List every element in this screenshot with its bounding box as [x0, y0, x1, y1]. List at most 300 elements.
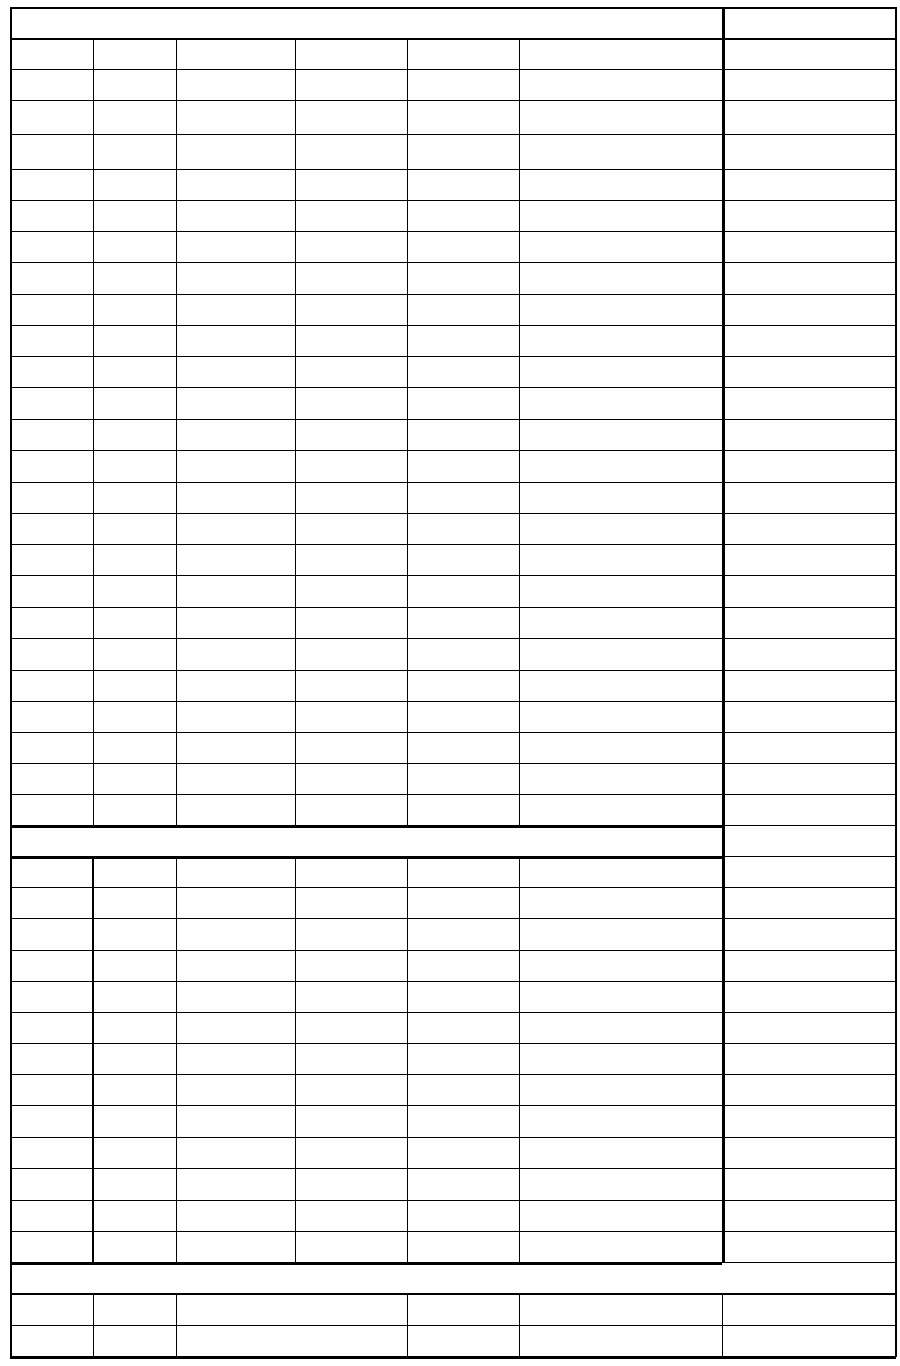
- cell-kilaje: [295, 419, 407, 450]
- cell-bulto: [519, 1043, 722, 1074]
- grid-v: [519, 1293, 520, 1357]
- cell-kilaje: [295, 513, 407, 544]
- cell-kl-vivo: [722, 1231, 895, 1262]
- cell-corr: [10, 356, 93, 387]
- cell-corr: [10, 638, 93, 670]
- cell-cat: [176, 294, 295, 325]
- grid-h: [10, 950, 896, 951]
- grid-h: [10, 1012, 896, 1013]
- cell-cant: [93, 670, 176, 701]
- cell-plazo: [407, 1012, 519, 1043]
- cell-plazo: [407, 544, 519, 575]
- grid-h: [10, 1168, 896, 1169]
- cell-kl-vivo: [722, 100, 895, 134]
- cell-corr: [10, 100, 93, 134]
- cell-bulto: [519, 1325, 722, 1356]
- grid-h: [722, 825, 896, 826]
- grid-h: [10, 69, 896, 70]
- cell-plazo: [407, 1074, 519, 1105]
- grid-h: [10, 575, 896, 576]
- cell-bulto: [519, 607, 722, 638]
- cell-kilaje: [295, 856, 407, 887]
- cell-cant: [93, 69, 176, 100]
- cell-bulto: [519, 887, 722, 918]
- grid-h: [10, 701, 896, 702]
- grid-h: [10, 1137, 896, 1138]
- cell-kl-vivo: [722, 1200, 895, 1231]
- cell-cat: [176, 607, 295, 638]
- cell-kl-vivo: [722, 794, 895, 825]
- cell-corr: [10, 134, 93, 169]
- cell-kilaje: [295, 262, 407, 294]
- grid-v: [93, 38, 94, 825]
- cell-bulto: [519, 134, 722, 169]
- cell-kilaje: [295, 670, 407, 701]
- cell-cant: [93, 732, 176, 763]
- grid-h: [10, 1074, 896, 1075]
- cell-cat: [176, 1012, 295, 1043]
- cell-kl-vivo: [722, 325, 895, 356]
- cell-cant: [93, 638, 176, 670]
- cell-plazo: [407, 856, 519, 887]
- cell-cant: [93, 856, 176, 887]
- cell-cat: [176, 1293, 407, 1325]
- cell-cat: [176, 856, 295, 887]
- cell-corr: [10, 1325, 93, 1356]
- grid-h: [10, 1043, 896, 1044]
- cell-cant: [93, 450, 176, 482]
- cell-plazo: [407, 732, 519, 763]
- cell-cant: [93, 1200, 176, 1231]
- grid-h: [10, 1293, 896, 1295]
- grid-h: [10, 325, 896, 326]
- header-cat: [176, 38, 295, 69]
- cell-kl-vivo: [722, 918, 895, 950]
- cell-bulto: [519, 670, 722, 701]
- cell-cant: [93, 887, 176, 918]
- cell-plazo: [407, 69, 519, 100]
- cell-bulto: [519, 450, 722, 482]
- grid-v: [295, 38, 296, 825]
- cell-kilaje: [295, 100, 407, 134]
- cell-cant: [93, 294, 176, 325]
- cell-kl-vivo: [722, 950, 895, 981]
- cell-cat: [176, 638, 295, 670]
- cell-cat: [176, 1168, 295, 1200]
- cell-cat: [176, 356, 295, 387]
- cell-bulto: [519, 638, 722, 670]
- section-title-hembras: [10, 825, 722, 856]
- cell-kl-vivo: [722, 1074, 895, 1105]
- cell-corr: [10, 575, 93, 607]
- cell-cant: [93, 482, 176, 513]
- grid-h: [10, 638, 896, 639]
- grid-h: [10, 981, 896, 982]
- cell-bulto: [519, 1137, 722, 1168]
- cell-corr: [10, 918, 93, 950]
- cell-corr: [10, 950, 93, 981]
- cell-plazo: [407, 638, 519, 670]
- cell-plazo: [407, 1043, 519, 1074]
- grid-h: [10, 200, 896, 201]
- cell-corr: [10, 1012, 93, 1043]
- cell-bulto: [519, 200, 722, 231]
- grid-v: [519, 38, 520, 825]
- cell-cat: [176, 200, 295, 231]
- cell-bulto: [519, 100, 722, 134]
- header-kl-vivo: [722, 38, 895, 69]
- cell-cat: [176, 169, 295, 200]
- cell-kl-vivo: [722, 513, 895, 544]
- cell-plazo: [407, 100, 519, 134]
- cell-cant: [93, 981, 176, 1012]
- header-cant: [93, 38, 176, 69]
- grid-h: [10, 294, 896, 295]
- grid-h: [10, 544, 896, 545]
- grid-h: [10, 356, 896, 357]
- cell-bulto: [519, 1168, 722, 1200]
- cell-cat: [176, 950, 295, 981]
- cell-kilaje: [295, 1012, 407, 1043]
- grid-v-thick: [722, 7, 725, 1262]
- cell-kilaje: [295, 981, 407, 1012]
- cell-kilaje: [295, 69, 407, 100]
- grid-h: [10, 1105, 896, 1106]
- cell-cant: [93, 134, 176, 169]
- grid-h: [10, 231, 896, 232]
- cell-kl-vivo: [722, 607, 895, 638]
- cell-plazo: [407, 950, 519, 981]
- cell-bulto: [519, 918, 722, 950]
- cell-kl-vivo: [722, 200, 895, 231]
- cell-kilaje: [295, 1200, 407, 1231]
- cell-bulto: [519, 701, 722, 732]
- grid-h: [10, 763, 896, 764]
- grid-h: [10, 38, 896, 40]
- cell-bulto: [519, 356, 722, 387]
- cell-plazo: [407, 1200, 519, 1231]
- cell-kl-vivo: [722, 887, 895, 918]
- cell-cat: [176, 794, 295, 825]
- cell-bulto: [519, 262, 722, 294]
- grid-h: [10, 607, 896, 608]
- cell-plazo: [407, 1293, 519, 1325]
- cell-kl-vivo: [722, 856, 895, 887]
- cell-plazo: [407, 169, 519, 200]
- cell-cant: [93, 575, 176, 607]
- cell-corr: [10, 763, 93, 794]
- grid-v: [176, 1293, 177, 1357]
- cell-kilaje: [295, 638, 407, 670]
- cell-corr: [10, 387, 93, 419]
- cell-kilaje: [295, 200, 407, 231]
- cell-cant: [93, 513, 176, 544]
- cell-plazo: [407, 1105, 519, 1137]
- cell-bulto: [519, 419, 722, 450]
- cell-kl-vivo: [722, 1325, 895, 1356]
- grid-h: [10, 419, 896, 420]
- cell-bulto: [519, 1293, 722, 1325]
- grid-h: [10, 387, 896, 388]
- cell-bulto: [519, 387, 722, 419]
- cell-cant: [93, 169, 176, 200]
- grid-v: [176, 38, 177, 825]
- cell-cant: [93, 1168, 176, 1200]
- cell-bulto: [519, 763, 722, 794]
- cell-cat: [176, 918, 295, 950]
- cell-bulto: [519, 325, 722, 356]
- cell-cat: [176, 670, 295, 701]
- cell-plazo: [407, 325, 519, 356]
- cell-cat: [176, 419, 295, 450]
- cell-corr: [10, 1200, 93, 1231]
- cell-kl-vivo: [722, 1168, 895, 1200]
- cell-plazo: [407, 387, 519, 419]
- cell-plazo: [407, 134, 519, 169]
- cell-bulto: [519, 294, 722, 325]
- cell-kilaje: [295, 325, 407, 356]
- cell-plazo: [407, 482, 519, 513]
- cell-cant: [93, 419, 176, 450]
- cell-kl-vivo: [722, 1293, 895, 1325]
- cell-corr: [10, 701, 93, 732]
- cell-cant: [93, 1137, 176, 1168]
- cell-corr: [10, 1043, 93, 1074]
- grid-h: [10, 262, 896, 263]
- cell-cant: [93, 1293, 176, 1325]
- cell-bulto: [519, 169, 722, 200]
- cell-plazo: [407, 200, 519, 231]
- cell-kl-vivo: [722, 701, 895, 732]
- cell-bulto: [519, 1105, 722, 1137]
- cell-corr: [10, 856, 93, 887]
- cell-plazo: [407, 450, 519, 482]
- section-title-machos: [10, 7, 722, 38]
- cell-kilaje: [295, 950, 407, 981]
- cell-cat: [176, 1325, 407, 1356]
- grid-h: [10, 134, 896, 135]
- cell-kl-vivo: [722, 638, 895, 670]
- cell-cant: [93, 544, 176, 575]
- cell-kl-vivo: [722, 69, 895, 100]
- cell-corr: [10, 670, 93, 701]
- cell-bulto: [519, 732, 722, 763]
- cell-plazo: [407, 701, 519, 732]
- cell-corr: [10, 1074, 93, 1105]
- cell-kilaje: [295, 356, 407, 387]
- cell-kilaje: [295, 294, 407, 325]
- cell-cat: [176, 1105, 295, 1137]
- grid-h: [10, 1325, 896, 1326]
- cell-plazo: [407, 607, 519, 638]
- cell-corr: [10, 419, 93, 450]
- cell-corr: [10, 1231, 93, 1262]
- cell-kilaje: [295, 732, 407, 763]
- cell-cat: [176, 1200, 295, 1231]
- cell-plazo: [407, 575, 519, 607]
- cell-kilaje: [295, 575, 407, 607]
- grid-v-border: [895, 7, 897, 1357]
- cell-corr: [10, 732, 93, 763]
- cell-corr: [10, 1105, 93, 1137]
- grid-h: [10, 7, 896, 9]
- cell-cant: [93, 1043, 176, 1074]
- cell-corr: [10, 1293, 93, 1325]
- cell-bulto: [519, 513, 722, 544]
- cell-cat: [176, 325, 295, 356]
- cell-kl-vivo: [722, 544, 895, 575]
- cell-corr: [10, 513, 93, 544]
- grid-h: [10, 887, 896, 888]
- cell-corr: [10, 325, 93, 356]
- cell-kl-vivo: [722, 294, 895, 325]
- cell-kl-vivo: [722, 1012, 895, 1043]
- header-kilaje: [295, 38, 407, 69]
- cell-plazo: [407, 294, 519, 325]
- grid-h: [10, 482, 896, 483]
- grid-v: [295, 856, 296, 1262]
- cell-cat: [176, 1043, 295, 1074]
- grid-h: [10, 450, 896, 451]
- cell-kl-vivo: [722, 482, 895, 513]
- cell-kilaje: [295, 701, 407, 732]
- cell-kilaje: [295, 1137, 407, 1168]
- cell-kl-vivo: [722, 1105, 895, 1137]
- cell-cat: [176, 732, 295, 763]
- cell-kl-vivo: [722, 450, 895, 482]
- cell-kl-vivo: [722, 387, 895, 419]
- grid-h: [10, 732, 896, 733]
- section-title-cria: [10, 1262, 895, 1293]
- cell-plazo: [407, 794, 519, 825]
- cell-corr: [10, 262, 93, 294]
- grid-h: [10, 100, 896, 101]
- cell-kilaje: [295, 918, 407, 950]
- cell-cat: [176, 513, 295, 544]
- grid-h-bottom: [10, 1357, 896, 1359]
- cell-kl-vivo: [722, 134, 895, 169]
- cell-cat: [176, 69, 295, 100]
- cell-corr: [10, 200, 93, 231]
- cell-corr: [10, 482, 93, 513]
- grid-h: [10, 513, 896, 514]
- cell-plazo: [407, 419, 519, 450]
- cell-kl-vivo: [722, 356, 895, 387]
- cell-kilaje: [295, 387, 407, 419]
- cell-corr: [10, 450, 93, 482]
- grid-h-thick: [10, 856, 722, 859]
- grid-h: [10, 1200, 896, 1201]
- cell-cat: [176, 544, 295, 575]
- cell-plazo: [407, 513, 519, 544]
- cell-cant: [93, 794, 176, 825]
- cell-corr: [10, 169, 93, 200]
- cell-cant: [93, 1231, 176, 1262]
- cell-cant: [93, 387, 176, 419]
- grid-h: [722, 1262, 896, 1263]
- cell-kl-vivo: [722, 732, 895, 763]
- cell-plazo: [407, 763, 519, 794]
- cell-cat: [176, 763, 295, 794]
- cell-bulto: [519, 981, 722, 1012]
- cell-bulto: [519, 856, 722, 887]
- cell-cat: [176, 981, 295, 1012]
- cell-plazo: [407, 1325, 519, 1356]
- cell-corr: [10, 887, 93, 918]
- cell-kl-vivo: [722, 231, 895, 262]
- cell-corr: [10, 294, 93, 325]
- grid-v-border: [10, 7, 12, 1357]
- cell-plazo: [407, 1137, 519, 1168]
- cell-kilaje: [295, 231, 407, 262]
- grid-v: [519, 856, 520, 1262]
- cell-cant: [93, 607, 176, 638]
- cell-cant: [93, 918, 176, 950]
- cell-bulto: [519, 794, 722, 825]
- header-bulto: [519, 38, 722, 69]
- grid-h: [10, 918, 896, 919]
- cell-kilaje: [295, 1168, 407, 1200]
- cell-kl-vivo: [722, 1137, 895, 1168]
- cell-kl-vivo: [722, 169, 895, 200]
- cell-cat: [176, 100, 295, 134]
- cell-kilaje: [295, 134, 407, 169]
- grid-v: [722, 1293, 723, 1357]
- cell-plazo: [407, 1168, 519, 1200]
- cell-cat: [176, 1137, 295, 1168]
- grid-v: [407, 856, 408, 1262]
- grid-h: [10, 794, 896, 795]
- cell-bulto: [519, 69, 722, 100]
- cell-corr: [10, 544, 93, 575]
- cell-cat: [176, 450, 295, 482]
- grid-h-thick: [10, 1262, 722, 1265]
- cell-cant: [93, 1012, 176, 1043]
- cell-cat: [176, 387, 295, 419]
- cell-plazo: [407, 670, 519, 701]
- cell-cant: [93, 325, 176, 356]
- cell-kilaje: [295, 1074, 407, 1105]
- cell-cat: [176, 262, 295, 294]
- cell-bulto: [519, 482, 722, 513]
- cell-cant: [93, 763, 176, 794]
- cell-corr: [10, 69, 93, 100]
- cell-bulto: [519, 1231, 722, 1262]
- cell-kl-vivo: [722, 670, 895, 701]
- cell-plazo: [407, 918, 519, 950]
- cell-kilaje: [295, 763, 407, 794]
- cell-cat: [176, 231, 295, 262]
- cell-kl-vivo: [722, 419, 895, 450]
- grid-v: [407, 38, 408, 825]
- cell-cant: [93, 262, 176, 294]
- cell-kilaje: [295, 1231, 407, 1262]
- cell-cat: [176, 701, 295, 732]
- cell-kilaje: [295, 169, 407, 200]
- cell-kl-vivo: [722, 763, 895, 794]
- cell-corr: [10, 231, 93, 262]
- header-corr: [10, 38, 93, 69]
- cell-kl-vivo: [722, 1043, 895, 1074]
- cell-kilaje: [295, 1043, 407, 1074]
- grid-h-thick: [10, 825, 722, 828]
- cell-cant: [93, 100, 176, 134]
- cell-bulto: [519, 950, 722, 981]
- cell-corr: [10, 1137, 93, 1168]
- cell-plazo: [407, 231, 519, 262]
- cell-cant: [93, 950, 176, 981]
- cell-kilaje: [295, 794, 407, 825]
